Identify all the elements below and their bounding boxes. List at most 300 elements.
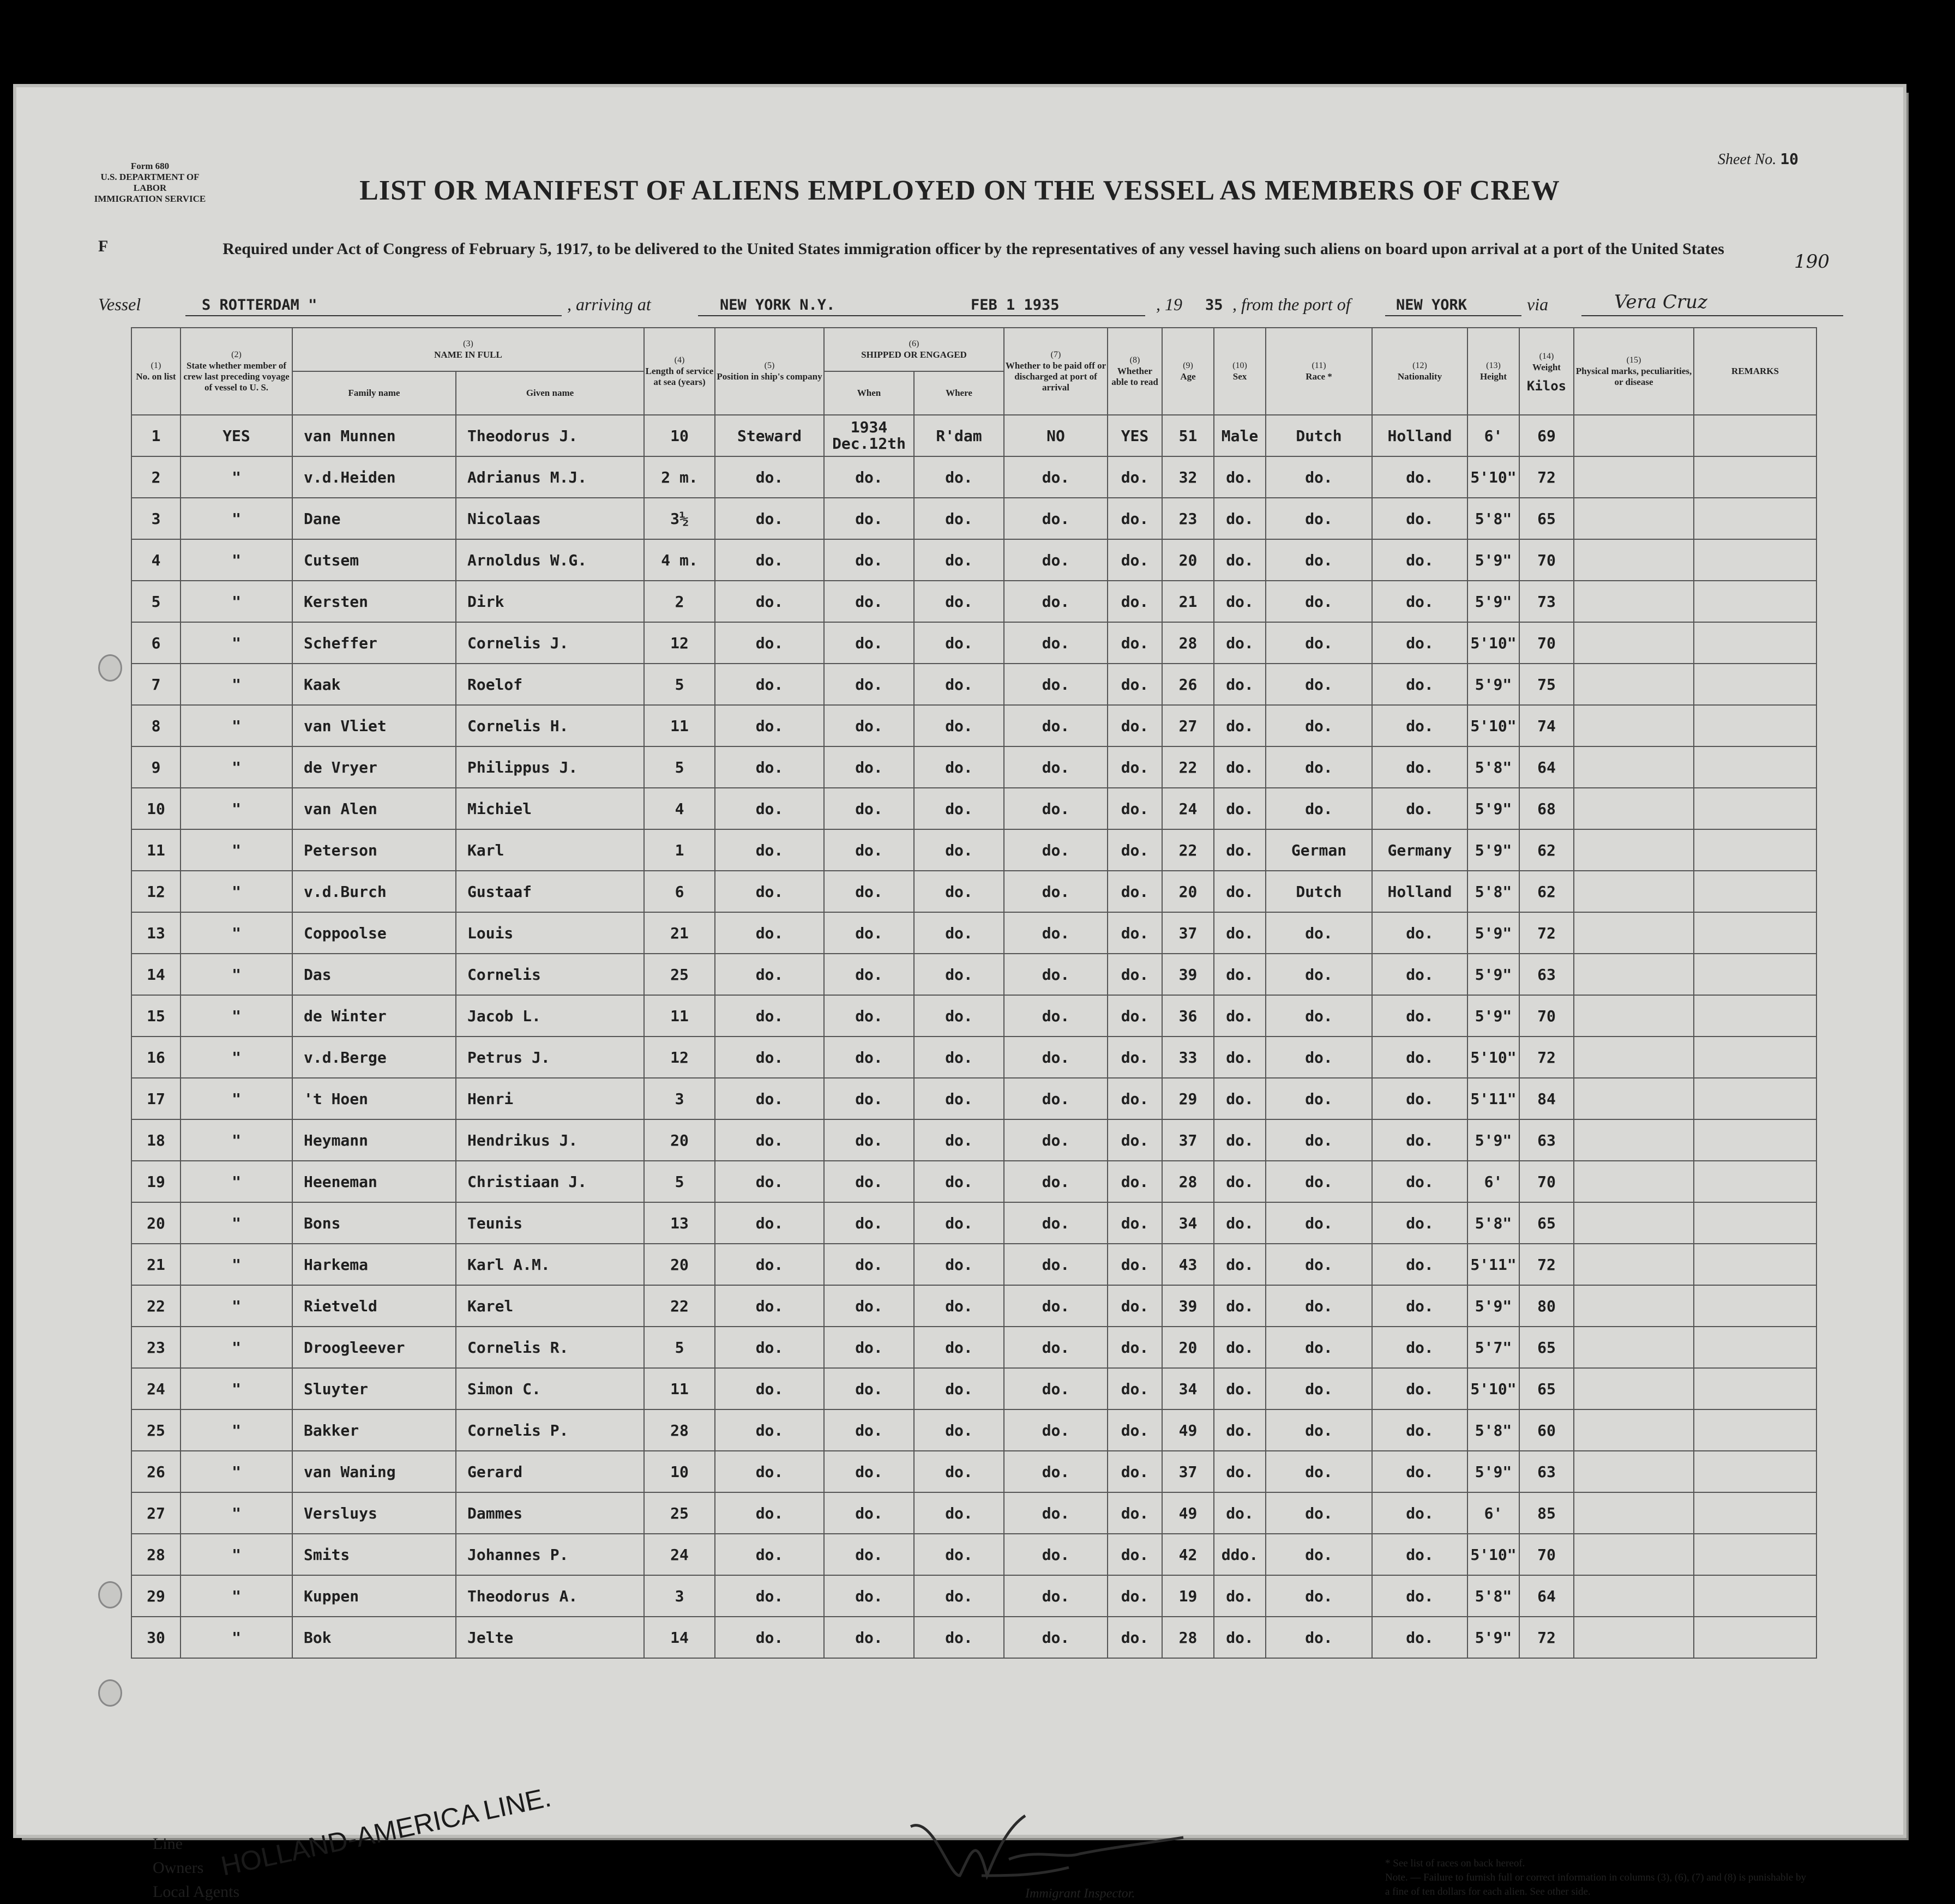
position-cell: do. xyxy=(715,498,824,539)
physical-marks-cell xyxy=(1574,1534,1694,1575)
shipped-where-cell: do. xyxy=(914,1575,1004,1617)
nationality-cell: do. xyxy=(1372,1451,1467,1492)
age-cell: 34 xyxy=(1162,1202,1214,1244)
prev-voyage-cell: " xyxy=(181,1285,292,1327)
able-to-read-cell: do. xyxy=(1108,1078,1162,1119)
race-cell: do. xyxy=(1266,788,1372,829)
weight-cell: 64 xyxy=(1519,746,1574,788)
able-to-read-cell: do. xyxy=(1108,1202,1162,1244)
shipped-when-cell: 1934 Dec.12th xyxy=(824,415,914,456)
position-cell: do. xyxy=(715,954,824,995)
arrival-underline xyxy=(698,315,1145,316)
table-row xyxy=(131,1285,1816,1327)
paid-off-cell: do. xyxy=(1004,705,1108,746)
position-cell: do. xyxy=(715,1409,824,1451)
shipped-when-cell: do. xyxy=(824,871,914,912)
remarks-cell xyxy=(1694,581,1816,622)
height-cell: 5'8" xyxy=(1467,1575,1519,1617)
position-cell: do. xyxy=(715,456,824,498)
shipped-where-cell: do. xyxy=(914,871,1004,912)
race-cell: do. xyxy=(1266,954,1372,995)
age-cell: 29 xyxy=(1162,1078,1214,1119)
height-cell: 6' xyxy=(1467,1161,1519,1202)
family-name-cell: Bok xyxy=(292,1617,456,1658)
row-number-cell: 25 xyxy=(131,1409,181,1451)
line-label: Line xyxy=(153,1835,183,1853)
age-cell: 22 xyxy=(1162,829,1214,871)
shipped-when-cell: do. xyxy=(824,1202,914,1244)
sheet-number xyxy=(1718,150,1798,168)
shipped-when-cell: do. xyxy=(824,1327,914,1368)
penalty-note: Note. — Failure to furnish full or correct information in columns (3), (6), (7) and (8) is punishable by a fine of ten dollars for each alien. See other side. xyxy=(1385,1872,1806,1897)
race-cell: do. xyxy=(1266,622,1372,664)
age-cell: 19 xyxy=(1162,1575,1214,1617)
binding-hole xyxy=(98,654,122,682)
shipped-where-cell: do. xyxy=(914,622,1004,664)
race-cell: do. xyxy=(1266,705,1372,746)
family-name-cell: Heeneman xyxy=(292,1161,456,1202)
row-number-cell: 19 xyxy=(131,1161,181,1202)
shipped-when-cell: do. xyxy=(824,788,914,829)
form-marker: F xyxy=(98,237,109,255)
weight-cell: 70 xyxy=(1519,1161,1574,1202)
given-name-cell: Adrianus M.J. xyxy=(456,456,644,498)
vessel-underline xyxy=(185,315,562,316)
remarks-cell xyxy=(1694,1244,1816,1285)
service-years-cell: 10 xyxy=(644,415,715,456)
paid-off-cell: do. xyxy=(1004,456,1108,498)
able-to-read-cell: do. xyxy=(1108,829,1162,871)
remarks-cell xyxy=(1694,746,1816,788)
table-row xyxy=(131,1575,1816,1617)
crew-rows xyxy=(131,415,1816,1658)
sex-cell: do. xyxy=(1214,871,1266,912)
age-cell: 34 xyxy=(1162,1368,1214,1409)
family-name-cell: Rietveld xyxy=(292,1285,456,1327)
physical-marks-cell xyxy=(1574,746,1694,788)
family-name-cell: Kaak xyxy=(292,664,456,705)
given-name-cell: Arnoldus W.G. xyxy=(456,539,644,581)
physical-marks-cell xyxy=(1574,954,1694,995)
race-cell: do. xyxy=(1266,1285,1372,1327)
family-name-cell: van Munnen xyxy=(292,415,456,456)
row-number-cell: 14 xyxy=(131,954,181,995)
sex-cell: do. xyxy=(1214,788,1266,829)
sex-cell: do. xyxy=(1214,622,1266,664)
nationality-cell: Holland xyxy=(1372,415,1467,456)
prev-voyage-cell: " xyxy=(181,829,292,871)
weight-cell: 65 xyxy=(1519,1202,1574,1244)
height-cell: 5'8" xyxy=(1467,746,1519,788)
family-name-cell: de Vryer xyxy=(292,746,456,788)
age-cell: 51 xyxy=(1162,415,1214,456)
position-cell: do. xyxy=(715,1037,824,1078)
height-cell: 5'10" xyxy=(1467,705,1519,746)
shipped-where-cell: do. xyxy=(914,664,1004,705)
sex-cell: do. xyxy=(1214,995,1266,1037)
family-name-cell: Bons xyxy=(292,1202,456,1244)
paid-off-cell: do. xyxy=(1004,1244,1108,1285)
service-years-cell: 2 xyxy=(644,581,715,622)
nationality-cell: do. xyxy=(1372,539,1467,581)
sex-cell: do. xyxy=(1214,664,1266,705)
remarks-cell xyxy=(1694,1202,1816,1244)
shipped-where-cell: do. xyxy=(914,829,1004,871)
weight-cell: 69 xyxy=(1519,415,1574,456)
remarks-cell xyxy=(1694,1119,1816,1161)
able-to-read-cell: do. xyxy=(1108,1285,1162,1327)
age-cell: 20 xyxy=(1162,539,1214,581)
able-to-read-cell: do. xyxy=(1108,788,1162,829)
shipped-when-cell: do. xyxy=(824,456,914,498)
family-name-cell: van Alen xyxy=(292,788,456,829)
age-cell: 28 xyxy=(1162,622,1214,664)
race-cell: do. xyxy=(1266,912,1372,954)
row-number-cell: 21 xyxy=(131,1244,181,1285)
col-given-name-header: Given name xyxy=(456,371,644,415)
prev-voyage-cell: " xyxy=(181,498,292,539)
nationality-cell: do. xyxy=(1372,1202,1467,1244)
position-cell: do. xyxy=(715,1617,824,1658)
height-cell: 5'9" xyxy=(1467,995,1519,1037)
paid-off-cell: do. xyxy=(1004,788,1108,829)
given-name-cell: Dammes xyxy=(456,1492,644,1534)
given-name-cell: Cornelis J. xyxy=(456,622,644,664)
position-cell: do. xyxy=(715,1368,824,1409)
age-cell: 23 xyxy=(1162,498,1214,539)
nationality-cell: do. xyxy=(1372,1409,1467,1451)
vessel-label: Vessel xyxy=(98,294,141,314)
page-title: LIST OR MANIFEST OF ALIENS EMPLOYED ON THE VESSEL AS MEMBERS OF CREW xyxy=(359,175,1560,206)
able-to-read-cell: do. xyxy=(1108,746,1162,788)
paid-off-cell: do. xyxy=(1004,622,1108,664)
shipped-where-cell: do. xyxy=(914,1409,1004,1451)
race-cell: do. xyxy=(1266,1078,1372,1119)
shipped-when-cell: do. xyxy=(824,995,914,1037)
physical-marks-cell xyxy=(1574,912,1694,954)
physical-marks-cell xyxy=(1574,871,1694,912)
service-years-cell: 10 xyxy=(644,1451,715,1492)
year-prefix: , 19 xyxy=(1156,294,1182,314)
remarks-cell xyxy=(1694,664,1816,705)
age-cell: 28 xyxy=(1162,1161,1214,1202)
inspector-label: Immigrant Inspector. xyxy=(1025,1887,1135,1901)
service-years-cell: 13 xyxy=(644,1202,715,1244)
shipped-where-cell: do. xyxy=(914,1617,1004,1658)
sex-cell: do. xyxy=(1214,1409,1266,1451)
shipped-when-cell: do. xyxy=(824,1285,914,1327)
position-cell: do. xyxy=(715,539,824,581)
nationality-cell: do. xyxy=(1372,664,1467,705)
prev-voyage-cell: " xyxy=(181,912,292,954)
remarks-cell xyxy=(1694,1492,1816,1534)
table-row xyxy=(131,1409,1816,1451)
prev-voyage-cell: " xyxy=(181,1119,292,1161)
weight-cell: 75 xyxy=(1519,664,1574,705)
position-cell: do. xyxy=(715,1285,824,1327)
sex-cell: do. xyxy=(1214,1037,1266,1078)
prev-voyage-cell: " xyxy=(181,1368,292,1409)
paid-off-cell: do. xyxy=(1004,1119,1108,1161)
service-years-cell: 5 xyxy=(644,1161,715,1202)
col-name-header: (3) NAME IN FULL xyxy=(292,328,644,371)
service-years-cell: 21 xyxy=(644,912,715,954)
able-to-read-cell: do. xyxy=(1108,1037,1162,1078)
row-number-cell: 3 xyxy=(131,498,181,539)
given-name-cell: Theodorus J. xyxy=(456,415,644,456)
remarks-cell xyxy=(1694,954,1816,995)
weight-cell: 60 xyxy=(1519,1409,1574,1451)
position-cell: do. xyxy=(715,1327,824,1368)
race-cell: do. xyxy=(1266,581,1372,622)
able-to-read-cell: do. xyxy=(1108,664,1162,705)
service-years-cell: 5 xyxy=(644,664,715,705)
sex-cell: do. xyxy=(1214,498,1266,539)
paid-off-cell: do. xyxy=(1004,912,1108,954)
able-to-read-cell: do. xyxy=(1108,581,1162,622)
service-years-cell: 20 xyxy=(644,1244,715,1285)
position-cell: do. xyxy=(715,622,824,664)
prev-voyage-cell: " xyxy=(181,995,292,1037)
able-to-read-cell: do. xyxy=(1108,1492,1162,1534)
remarks-cell xyxy=(1694,912,1816,954)
shipped-where-cell: do. xyxy=(914,1078,1004,1119)
service-years-cell: 1 xyxy=(644,829,715,871)
physical-marks-cell xyxy=(1574,415,1694,456)
col-service-header: (4) Length of service at sea (years) xyxy=(644,328,715,415)
paid-off-cell: do. xyxy=(1004,1492,1108,1534)
prev-voyage-cell: YES xyxy=(181,415,292,456)
arriving-label: , arriving at xyxy=(567,294,651,314)
height-cell: 5'9" xyxy=(1467,954,1519,995)
table-row xyxy=(131,912,1816,954)
sex-cell: do. xyxy=(1214,912,1266,954)
given-name-cell: Johannes P. xyxy=(456,1534,644,1575)
row-number-cell: 17 xyxy=(131,1078,181,1119)
weight-cell: 72 xyxy=(1519,456,1574,498)
able-to-read-cell: do. xyxy=(1108,1575,1162,1617)
shipped-when-cell: do. xyxy=(824,581,914,622)
position-cell: do. xyxy=(715,1451,824,1492)
given-name-cell: Michiel xyxy=(456,788,644,829)
sex-cell: Male xyxy=(1214,415,1266,456)
row-number-cell: 29 xyxy=(131,1575,181,1617)
shipped-where-cell: do. xyxy=(914,1037,1004,1078)
prev-voyage-cell: " xyxy=(181,581,292,622)
weight-cell: 70 xyxy=(1519,995,1574,1037)
remarks-cell xyxy=(1694,995,1816,1037)
given-name-cell: Theodorus A. xyxy=(456,1575,644,1617)
row-number-cell: 12 xyxy=(131,871,181,912)
nationality-cell: Holland xyxy=(1372,871,1467,912)
able-to-read-cell: do. xyxy=(1108,705,1162,746)
height-cell: 5'8" xyxy=(1467,1202,1519,1244)
shipped-when-cell: do. xyxy=(824,664,914,705)
nationality-cell: do. xyxy=(1372,1078,1467,1119)
race-cell: do. xyxy=(1266,456,1372,498)
row-number-cell: 7 xyxy=(131,664,181,705)
paid-off-cell: do. xyxy=(1004,1451,1108,1492)
physical-marks-cell xyxy=(1574,1492,1694,1534)
race-cell: do. xyxy=(1266,1409,1372,1451)
inspector-signature xyxy=(900,1794,1205,1892)
height-cell: 6' xyxy=(1467,415,1519,456)
paid-off-cell: do. xyxy=(1004,1327,1108,1368)
given-name-cell: Gerard xyxy=(456,1451,644,1492)
shipped-where-cell: do. xyxy=(914,1244,1004,1285)
row-number-cell: 28 xyxy=(131,1534,181,1575)
family-name-cell: Harkema xyxy=(292,1244,456,1285)
remarks-cell xyxy=(1694,1161,1816,1202)
shipped-where-cell: do. xyxy=(914,746,1004,788)
shipped-when-cell: do. xyxy=(824,1451,914,1492)
remarks-cell xyxy=(1694,829,1816,871)
height-cell: 5'9" xyxy=(1467,829,1519,871)
service-years-cell: 5 xyxy=(644,746,715,788)
given-name-cell: Dirk xyxy=(456,581,644,622)
physical-marks-cell xyxy=(1574,1617,1694,1658)
weight-cell: 72 xyxy=(1519,1037,1574,1078)
shipped-when-cell: do. xyxy=(824,1161,914,1202)
via-port: Vera Cruz xyxy=(1614,291,1707,313)
family-name-cell: v.d.Berge xyxy=(292,1037,456,1078)
race-cell: do. xyxy=(1266,539,1372,581)
row-number-cell: 5 xyxy=(131,581,181,622)
position-cell: do. xyxy=(715,1161,824,1202)
able-to-read-cell: do. xyxy=(1108,1244,1162,1285)
physical-marks-cell xyxy=(1574,1285,1694,1327)
shipped-when-cell: do. xyxy=(824,954,914,995)
nationality-cell: do. xyxy=(1372,1161,1467,1202)
stamp-number: 190 xyxy=(1794,251,1830,273)
prev-voyage-cell: " xyxy=(181,622,292,664)
nationality-cell: do. xyxy=(1372,746,1467,788)
given-name-cell: Roelof xyxy=(456,664,644,705)
family-name-cell: Peterson xyxy=(292,829,456,871)
family-name-cell: Heymann xyxy=(292,1119,456,1161)
shipped-when-cell: do. xyxy=(824,498,914,539)
weight-cell: 65 xyxy=(1519,1368,1574,1409)
table-row xyxy=(131,1161,1816,1202)
footnote xyxy=(1385,1857,1810,1899)
paid-off-cell: do. xyxy=(1004,746,1108,788)
height-cell: 5'9" xyxy=(1467,1617,1519,1658)
table-row xyxy=(131,1244,1816,1285)
race-cell: do. xyxy=(1266,1368,1372,1409)
table-row xyxy=(131,498,1816,539)
race-cell: Dutch xyxy=(1266,415,1372,456)
prev-voyage-cell: " xyxy=(181,1575,292,1617)
remarks-cell xyxy=(1694,871,1816,912)
race-cell: do. xyxy=(1266,1327,1372,1368)
position-cell: do. xyxy=(715,871,824,912)
col-shipped-header: (6) SHIPPED OR ENGAGED xyxy=(824,328,1004,371)
family-name-cell: Dane xyxy=(292,498,456,539)
family-name-cell: Versluys xyxy=(292,1492,456,1534)
shipped-where-cell: do. xyxy=(914,1451,1004,1492)
age-cell: 20 xyxy=(1162,1327,1214,1368)
age-cell: 36 xyxy=(1162,995,1214,1037)
given-name-cell: Cornelis P. xyxy=(456,1409,644,1451)
able-to-read-cell: do. xyxy=(1108,1534,1162,1575)
shipped-where-cell: do. xyxy=(914,1368,1004,1409)
physical-marks-cell xyxy=(1574,1451,1694,1492)
local-agents-label: Local Agents xyxy=(153,1883,240,1901)
physical-marks-cell xyxy=(1574,1037,1694,1078)
family-name-cell: Kuppen xyxy=(292,1575,456,1617)
family-name-cell: van Waning xyxy=(292,1451,456,1492)
shipped-when-cell: do. xyxy=(824,622,914,664)
paid-off-cell: do. xyxy=(1004,1202,1108,1244)
table-row xyxy=(131,581,1816,622)
weight-cell: 63 xyxy=(1519,1451,1574,1492)
physical-marks-cell xyxy=(1574,1161,1694,1202)
prev-voyage-cell: " xyxy=(181,1037,292,1078)
given-name-cell: Gustaaf xyxy=(456,871,644,912)
remarks-cell xyxy=(1694,1575,1816,1617)
given-name-cell: Christiaan J. xyxy=(456,1161,644,1202)
shipped-when-cell: do. xyxy=(824,1244,914,1285)
weight-cell: 73 xyxy=(1519,581,1574,622)
sex-cell: do. xyxy=(1214,1202,1266,1244)
position-cell: do. xyxy=(715,829,824,871)
col-paid-off-header: (7) Whether to be paid off or discharged at port of arrival xyxy=(1004,328,1108,415)
weight-cell: 62 xyxy=(1519,829,1574,871)
race-cell: Dutch xyxy=(1266,871,1372,912)
race-cell: do. xyxy=(1266,1161,1372,1202)
height-cell: 5'11" xyxy=(1467,1078,1519,1119)
service-years-cell: 11 xyxy=(644,705,715,746)
family-name-cell: Droogleever xyxy=(292,1327,456,1368)
row-number-cell: 23 xyxy=(131,1327,181,1368)
races-note: * See list of races on back hereof. xyxy=(1385,1858,1525,1869)
table-row xyxy=(131,664,1816,705)
sex-cell: do. xyxy=(1214,746,1266,788)
paid-off-cell: do. xyxy=(1004,581,1108,622)
position-cell: do. xyxy=(715,788,824,829)
race-cell: do. xyxy=(1266,1244,1372,1285)
service-years-cell: 20 xyxy=(644,1119,715,1161)
sex-cell: do. xyxy=(1214,1285,1266,1327)
service-years-cell: 4 m. xyxy=(644,539,715,581)
weight-cell: 70 xyxy=(1519,622,1574,664)
able-to-read-cell: do. xyxy=(1108,498,1162,539)
row-number-cell: 26 xyxy=(131,1451,181,1492)
prev-voyage-cell: " xyxy=(181,1451,292,1492)
family-name-cell: 't Hoen xyxy=(292,1078,456,1119)
shipped-where-cell: do. xyxy=(914,1327,1004,1368)
service-years-cell: 28 xyxy=(644,1409,715,1451)
prev-voyage-cell: " xyxy=(181,1327,292,1368)
able-to-read-cell: do. xyxy=(1108,539,1162,581)
height-cell: 5'10" xyxy=(1467,456,1519,498)
remarks-cell xyxy=(1694,1368,1816,1409)
col-when-header: When xyxy=(824,371,914,415)
family-name-cell: Kersten xyxy=(292,581,456,622)
sex-cell: do. xyxy=(1214,1119,1266,1161)
age-cell: 28 xyxy=(1162,1617,1214,1658)
physical-marks-cell xyxy=(1574,622,1694,664)
table-row xyxy=(131,1368,1816,1409)
row-number-cell: 27 xyxy=(131,1492,181,1534)
shipped-when-cell: do. xyxy=(824,1368,914,1409)
given-name-cell: Simon C. xyxy=(456,1368,644,1409)
row-number-cell: 16 xyxy=(131,1037,181,1078)
remarks-cell xyxy=(1694,1327,1816,1368)
family-name-cell: Scheffer xyxy=(292,622,456,664)
height-cell: 5'10" xyxy=(1467,622,1519,664)
table-row xyxy=(131,954,1816,995)
